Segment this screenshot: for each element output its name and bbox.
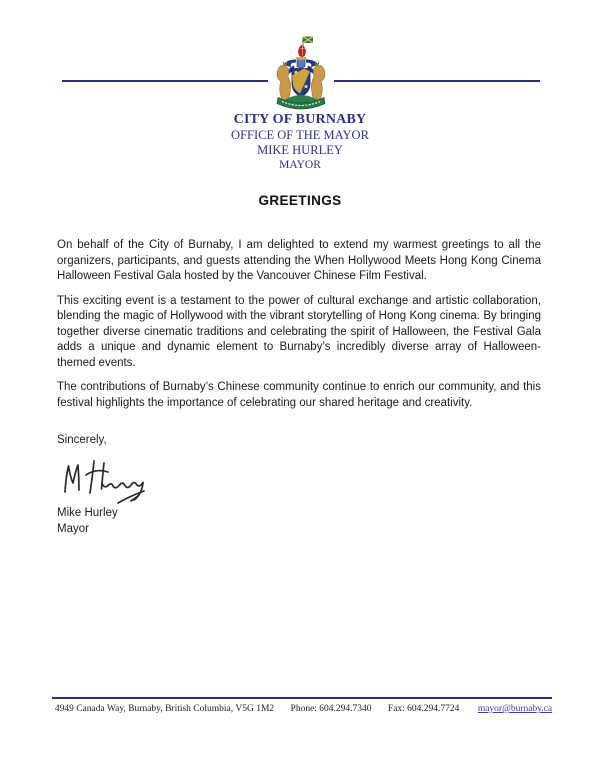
office-name: OFFICE OF THE MAYOR xyxy=(231,128,369,142)
burnaby-coat-of-arms-icon xyxy=(269,35,333,112)
signer-name: Mike Hurley xyxy=(57,507,118,519)
footer-phone: Phone: 604.294.7340 xyxy=(290,704,372,714)
organization-name: CITY OF BURNABY xyxy=(233,112,367,127)
footer-fax: Fax: 604.294.7724 xyxy=(387,704,460,714)
letter-heading: GREETINGS xyxy=(258,193,342,208)
letterhead xyxy=(0,111,600,172)
closing-salutation: Sincerely, xyxy=(57,434,107,446)
letter-body xyxy=(57,238,541,420)
mayor-name: MIKE HURLEY xyxy=(257,143,343,157)
footer xyxy=(0,704,600,714)
signature-image xyxy=(58,452,163,510)
footer-address: 4949 Canada Way, Burnaby, British Columbia, V5G 1M2 xyxy=(54,704,275,714)
footer-rule xyxy=(52,697,552,699)
mayor-title: MAYOR xyxy=(279,159,321,171)
paragraph-3: The contributions of Burnaby’s Chinese community continue to enrich our community, and this festival highlights the importance of celebrating our shared heritage and creativity. xyxy=(57,381,541,409)
letterhead-rule-right xyxy=(334,80,540,82)
signer-title: Mayor xyxy=(57,522,89,535)
signer-block xyxy=(57,506,118,537)
letterhead-rule-left xyxy=(62,80,268,82)
paragraph-2: This exciting event is a testament to the power of cultural exchange and artistic collaboration, blending the magic of Hollywood with the vibrant storytelling of Hong Kong cinema. By bringing together diverse cinematic traditions and celebrating the spirit of Halloween, the Festival Gala adds a unique and dynamic element to Burnaby’s incredibly diverse array of Halloween-themed events. xyxy=(57,294,541,369)
mayor-email-link[interactable]: mayor@burnaby.ca xyxy=(477,704,553,714)
paragraph-1: On behalf of the City of Burnaby, I am delighted to extend my warmest greetings to all the organizers, participants, and guests attending the When Hollywood Meets Hong Kong Cinema Halloween Festival Gala hosted by the Vancouver Chinese Film Festival. xyxy=(57,239,541,282)
